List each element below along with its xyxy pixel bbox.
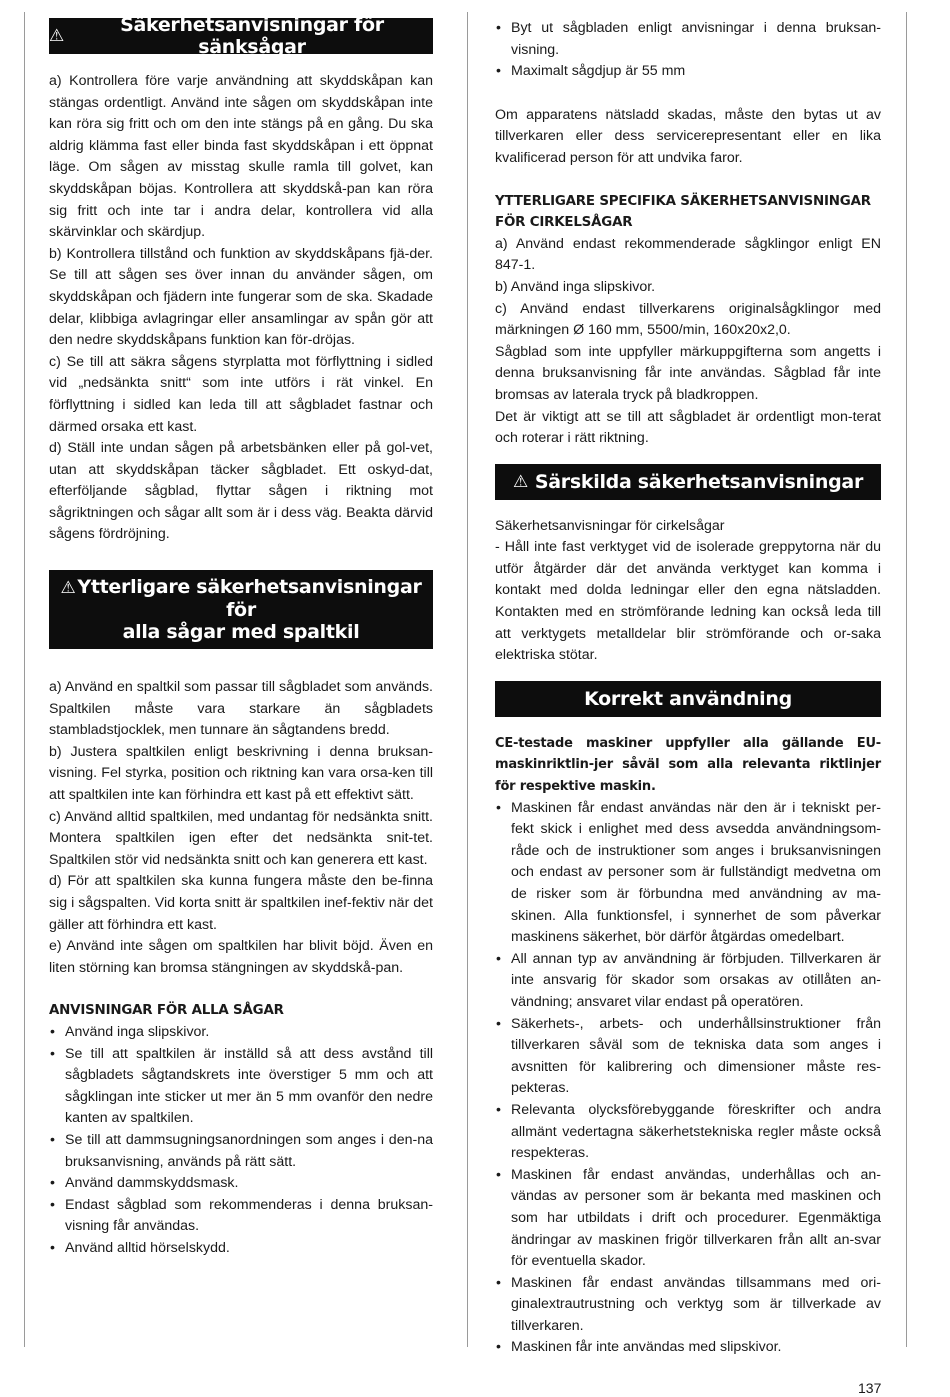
paragraph: d) Ställ inte undan sågen på arbetsbänken eller på gol-vet, utan att skyddskåpan täcker sågbladet. Ett oskyd-dat, efterföljande sågblad, flyttar sågen i riktning mot sågriktningen och sågar allt som är i dess väg. Beakta därvid sågens fördröjning. xyxy=(49,440,433,543)
paragraph: b) Kontrollera tillstånd och funktion av skyddskåpans fjä-der. Se till att sågen ses över innan du använder sågen, om skyddskåpan och fjädern inte fungerar som de ska. Skadade delar, klibbiga avlagringar eller ansamlingar av spån gör att den nedre skyddskåpans funktion kan för-dröjas. xyxy=(49,245,433,349)
banner-line-1: ⚠ Ytterligare säkerhetsanvisningar för xyxy=(60,576,422,622)
list-item: • Byt ut sågbladen enligt anvisningar i denna bruksan-visning. xyxy=(495,18,881,61)
paragraph: e) Använd inte sågen om spaltkilen har blivit böjd. Även en liten störning kan bromsa stängningen av skyddskå-pan. xyxy=(49,938,433,976)
list-item: • Maskinen får inte användas med slipskivor. xyxy=(495,1337,881,1359)
right-margin-rule xyxy=(906,12,907,1347)
page-number: 137 xyxy=(858,1380,882,1396)
warning-triangle-icon: ⚠ xyxy=(512,471,528,492)
list-item: • All annan typ av användning är förbjuden. Tillverkaren är inte ansvarig för skador som orsakas av otillåten an-vändning; ansvaret vilar endast på operatören. xyxy=(495,949,881,1014)
list-item: • Maskinen får endast användas när den är i tekniskt per-fekt skick i enlighet med dess avsedda användningsom-råde och de instruktioner som anges i bruksanvisningen och endast av personer som är fullständigt medvetna om de risker som är förbundna med användning av ma-skinen. Alla funktionsfel, i synnerhet de som påverkar maskinens säkerhet, bör därför åtgärdas omedelbart. xyxy=(495,798,881,949)
paragraph: a) Använd en spaltkil som passar till sågbladet som används. Spaltkilen måste vara starkare än sågbladets stambladstjocklek, men tunnare än sågtandens bredd. xyxy=(49,679,433,739)
power-cord-paragraph: Om apparatens nätsladd skadas, måste den bytas ut av tillverkaren eller dess servicerepresentant eller en lika kvalificerad person för att undvika faror. xyxy=(495,106,881,166)
paragraph: c) Använd alltid spaltkilen, med undantag för nedsänkta snitt. Montera spaltkilen igen efter det nedsänkta snit-tet. Spaltkilen stör vid nedsänkta snitt och kan generera ett kast. xyxy=(49,808,433,868)
section-banner-correct-use xyxy=(495,681,881,717)
paragraph: c) Se till att säkra sågens styrplatta mot förflyttning i sidled vid „nedsänkta snitt“ som inte utförs i rät vinkel. En förflyttning i sidled kan leda till att sågbladet fastnar och därmed orsaka ett kast. xyxy=(49,353,433,435)
warning-triangle-icon: ⚠ xyxy=(49,26,64,46)
list-item: • Använd inga slipskivor. xyxy=(49,1022,433,1044)
section-heading-all-saws: ANVISNINGAR FÖR ALLA SÅGAR xyxy=(49,1003,284,1019)
section-banner-riving-knife xyxy=(49,570,433,649)
column-divider xyxy=(467,12,468,1347)
list-item: • Relevanta olycksförebyggande föreskrifter och andra allmänt vedertagna säkerhetstekniska regler måste också respekteras. xyxy=(495,1100,881,1165)
plunge-saw-instructions xyxy=(49,71,433,546)
all-saws-list xyxy=(49,1022,433,1260)
paragraph: c) Använd endast tillverkarens originalsågklingor med märkningen Ø 160 mm, 5500/min, 160x20x2,0. xyxy=(495,300,881,339)
banner-title: Säkerhetsanvisningar för sänksågar xyxy=(120,14,384,58)
paragraph: a) Kontrollera före varje användning att skyddskåpan kan stängas ordentligt. Använd inte sågen om skyddskåpan inte kan röra sig fritt och om den inte stängs på en gång. Du ska aldrig klämma fast eller binda fast skyddskåpan i ett öppnat läge. Om sågen av misstag skulle ramla till golvet, kan skyddskåpan böjas. Kontrollera att skyddskå-pan kan röra sig fritt och inte tar i andra delar, kontrollera vid alla skärvinklar och skärdjup. xyxy=(49,73,433,241)
list-item: • Maskinen får endast användas tillsammans med ori-ginalextrautrustning och verktyg som är tillverkade av tillverkaren. xyxy=(495,1273,881,1338)
paragraph: Det är viktigt att se till att sågbladet är ordentligt mon-terat och roterar i rätt riktning. xyxy=(495,408,881,447)
list-item: • Använd alltid hörselskydd. xyxy=(49,1238,433,1260)
section-banner-special-safety xyxy=(495,464,881,500)
left-margin-rule xyxy=(24,12,25,1347)
list-item: • Endast sågblad som rekommenderas i denna bruksan-visning får användas. xyxy=(49,1195,433,1238)
section-heading-circular-saws: YTTERLIGARE SPECIFIKA SÄKERHETSANVISNINGAR FÖR CIRKELSÅGAR xyxy=(495,193,871,231)
blade-list xyxy=(495,18,881,83)
section-banner-plunge-saws xyxy=(49,14,433,58)
ce-statement: CE-testade maskiner uppfyller alla gällande EU-maskinriktlin-jer såväl som alla relevanta riktlinjer för respektive maskin. xyxy=(495,735,881,795)
list-item: • Se till att dammsugningsanordningen som anges i den-na bruksanvisning, används på rätt sätt. xyxy=(49,1130,433,1173)
special-paragraph: - Håll inte fast verktyget vid de isolerade greppytorna när du utför åtgärder där det använda verktyget kan komma i kontakt med dolda ledningar eller den egna nätsladden. Kontakten med en strömförande ledning kan också leda till att verktygets metalldelar blir strömförande och or-saka elektriska stötar. xyxy=(495,539,881,664)
left-column xyxy=(49,14,433,1260)
paragraph: d) För att spaltkilen ska kunna fungera måste den be-finna sig i sågspalten. Vid korta snitt är spaltkilen inef-fektiv när det gäller att förhindra ett kast. xyxy=(49,873,433,933)
paragraph: a) Använd endast rekommenderade sågklingor enligt EN 847-1. xyxy=(495,235,881,274)
correct-use-list xyxy=(495,798,881,1359)
list-item: • Maskinen får endast användas, underhållas och an-vändas av personer som är bekanta med maskinen och som har utbildats i drift och procedurer. Egenmäktiga ändringar av maskinen frigör tillverkaren från allt an-svar för eventuella skador. xyxy=(495,1165,881,1273)
banner-line-2: alla sågar med spaltkil xyxy=(122,621,360,644)
right-column xyxy=(495,18,881,1359)
warning-triangle-icon: ⚠ xyxy=(60,578,76,599)
list-item: • Se till att spaltkilen är inställd så att dess avstånd till sågbladets sågtandskrets inte överstiger 5 mm och att sågklingan inte sticker ut mer än 5 mm ovanför den nedre kanten av spaltkilen. xyxy=(49,1044,433,1130)
banner-title: Korrekt användning xyxy=(584,687,792,710)
paragraph: Sågblad som inte uppfyller märkuppgifterna som angetts i denna bruksanvisning får inte användas. Sågblad får inte bromsas av laterala tryck på bladkroppen. xyxy=(495,343,881,403)
riving-knife-instructions xyxy=(49,677,433,979)
list-item: • Maximalt sågdjup är 55 mm xyxy=(495,61,881,83)
banner-title: Särskilda säkerhetsanvisningar xyxy=(534,470,864,493)
special-intro: Säkerhetsanvisningar för cirkelsågar xyxy=(495,517,725,534)
circular-saw-instructions xyxy=(495,234,881,450)
paragraph: b) Justera spaltkilen enligt beskrivning i denna bruksan-visning. Fel styrka, position och riktning kan vara orsa-ken till att spaltkilen inte kan förhindra ett kast på ett effektivt sätt. xyxy=(49,743,433,804)
list-item: • Säkerhets-, arbets- och underhållsinstruktioner från tillverkaren såväl som de tekniska data som anges i avsnitten för kalibrering och dimensioner måste res-pekteras. xyxy=(495,1014,881,1100)
paragraph: b) Använd inga slipskivor. xyxy=(495,278,656,295)
list-item: • Använd dammskyddsmask. xyxy=(49,1173,433,1195)
